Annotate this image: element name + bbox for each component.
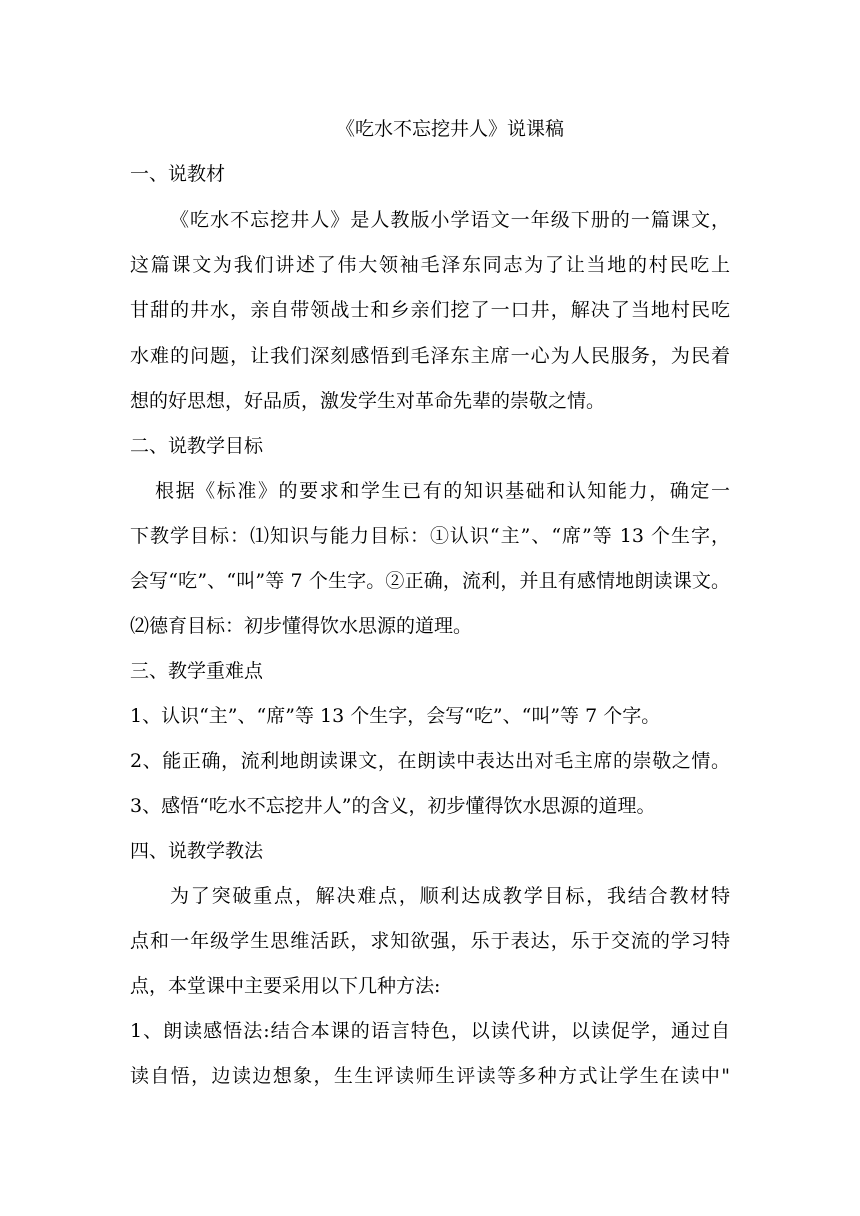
paragraph-line: 点和一年级学生思维活跃，求知欲强，乐于表达，乐于交流的学习特 <box>130 930 730 952</box>
paragraph-line: 这篇课文为我们讲述了伟大领袖毛泽东同志为了让当地的村民吃上 <box>130 254 730 276</box>
paragraph-line: 根据《标准》的要求和学生已有的知识基础和认知能力，确定一 <box>155 480 730 502</box>
paragraph-line: 读自悟，边读边想象，生生评读师生评读等多种方式让学生在读中" <box>130 1065 730 1087</box>
paragraph-line: 想的好思想，好品质，激发学生对革命先辈的崇敬之情。 <box>130 390 606 412</box>
list-item: 1、认识“主”、“席”等 13 个生字，会写“吃”、“叫”等 7 个字。 <box>130 705 661 727</box>
paragraph-line: 会写“吃”、“叫”等 7 个生字。②正确，流利，并且有感情地朗读课文。 <box>130 570 730 592</box>
list-item: 1、朗读感悟法:结合本课的语言特色，以读代讲，以读促学，通过自 <box>130 1020 730 1042</box>
list-item: 2、能正确，流利地朗读课文，在朗读中表达出对毛主席的崇敬之情。 <box>130 750 730 772</box>
paragraph-line: 下教学目标：⑴知识与能力目标：①认识“主”、“席”等 13 个生字， <box>130 525 730 547</box>
section-heading: 一、说教材 <box>130 163 226 185</box>
paragraph-line: 水难的问题，让我们深刻感悟到毛泽东主席一心为人民服务，为民着 <box>130 345 730 367</box>
section-heading: 三、教学重难点 <box>130 660 264 682</box>
paragraph-line: 点，本堂课中主要采用以下几种方法: <box>130 975 441 997</box>
list-item: 3、感悟“吃水不忘挖井人”的含义，初步懂得饮水思源的道理。 <box>130 795 656 817</box>
document-title: 《吃水不忘挖井人》说课稿 <box>335 118 564 140</box>
paragraph-line: 甘甜的井水，亲自带领战士和乡亲们挖了一口井，解决了当地村民吃 <box>130 299 730 321</box>
paragraph-line: 为了突破重点，解决难点，顺利达成教学目标，我结合教材特 <box>170 885 730 907</box>
section-heading: 二、说教学目标 <box>130 435 264 457</box>
section-heading: 四、说教学教法 <box>130 840 264 862</box>
paragraph-line: 《吃水不忘挖井人》是人教版小学语文一年级下册的一篇课文， <box>170 209 730 231</box>
paragraph-line: ⑵德育目标：初步懂得饮水思源的道理。 <box>130 615 473 637</box>
